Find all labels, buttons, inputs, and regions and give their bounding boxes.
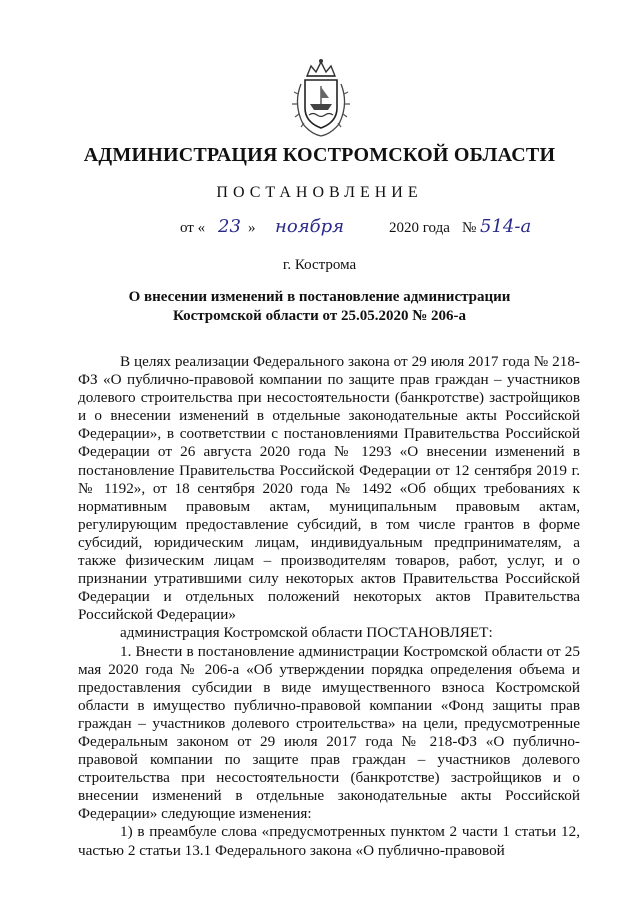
date-day-handwritten: 23	[218, 216, 241, 237]
document-type: ПОСТАНОВЛЕНИЕ	[216, 184, 423, 201]
date-line	[0, 216, 639, 242]
coat-of-arms-icon	[285, 58, 357, 140]
city: г. Кострома	[282, 257, 357, 273]
paragraph-item-1: 1. Внести в постановление администрации Костромской области от 25 мая 2020 года № 206-а «Об утверждении порядка определения объема и предоставления субсидии в виде имущественного взноса Костромской области в имущество публично-правовой компании «Фонд защиты прав граждан – участников долевого строительства» на цели, предусмотренные Федеральным законом от 29 июля 2017 года № 218-ФЗ «О публично-правовой компании по защите прав граждан – участников долевого строительства при несостоятельности (банкротстве) застройщиков и о внесении изменений в отдельные законодательные акты Российской Федерации» следующие изменения:	[78, 642, 580, 823]
date-prefix: от «	[180, 220, 206, 236]
date-year: 2020 года	[389, 220, 450, 236]
document-subject	[60, 288, 579, 326]
organization-name: АДМИНИСТРАЦИЯ КОСТРОМСКОЙ ОБЛАСТИ	[83, 144, 556, 166]
paragraph-resolves: администрация Костромской области ПОСТАНОВЛЯЕТ:	[120, 624, 493, 642]
date-close-quote: »	[248, 220, 256, 236]
number-label: №	[462, 220, 477, 236]
doc-number-handwritten: 514-а	[480, 216, 532, 237]
document-body	[78, 353, 580, 860]
subject-line-2: Костромской области от 25.05.2020 № 206-а	[172, 308, 467, 324]
paragraph-subitem-1: 1) в преамбуле слова «предусмотренных пунктом 2 части 1 статьи 12, частью 2 статьи 13.1 Федерального закона «О публично-правовой	[78, 823, 580, 859]
paragraph-preamble: В целях реализации Федерального закона от 29 июля 2017 года № 218-ФЗ «О публично-правовой компании по защите прав граждан – участников долевого строительства при несостоятельности (банкротстве) застройщиков и о внесении изменений в отдельные законодательные акты Российской Федерации», в соответствии с постановлениями Правительства Российской Федерации от 26 августа 2020 года № 1293 «О внесении изменений в постановление Правительства Российской Федерации от 12 сентября 2019 г. № 1192», от 18 сентября 2020 года № 1492 «Об общих требованиях к нормативным правовым актам, муниципальным правовым актам, регулирующим предоставление субсидий, в том числе грантов в форме субсидий, юридическим лицам, индивидуальным предпринимателям, а также физическим лицам – производителям товаров, работ, услуг, и о признании утратившими силу некоторых актов Правительства Российской Федерации и отдельных положений некоторых актов Правительства Российской Федерации»	[78, 353, 580, 624]
subject-line-1: О внесении изменений в постановление администрации	[128, 289, 511, 305]
date-month-handwritten: ноября	[275, 216, 345, 237]
